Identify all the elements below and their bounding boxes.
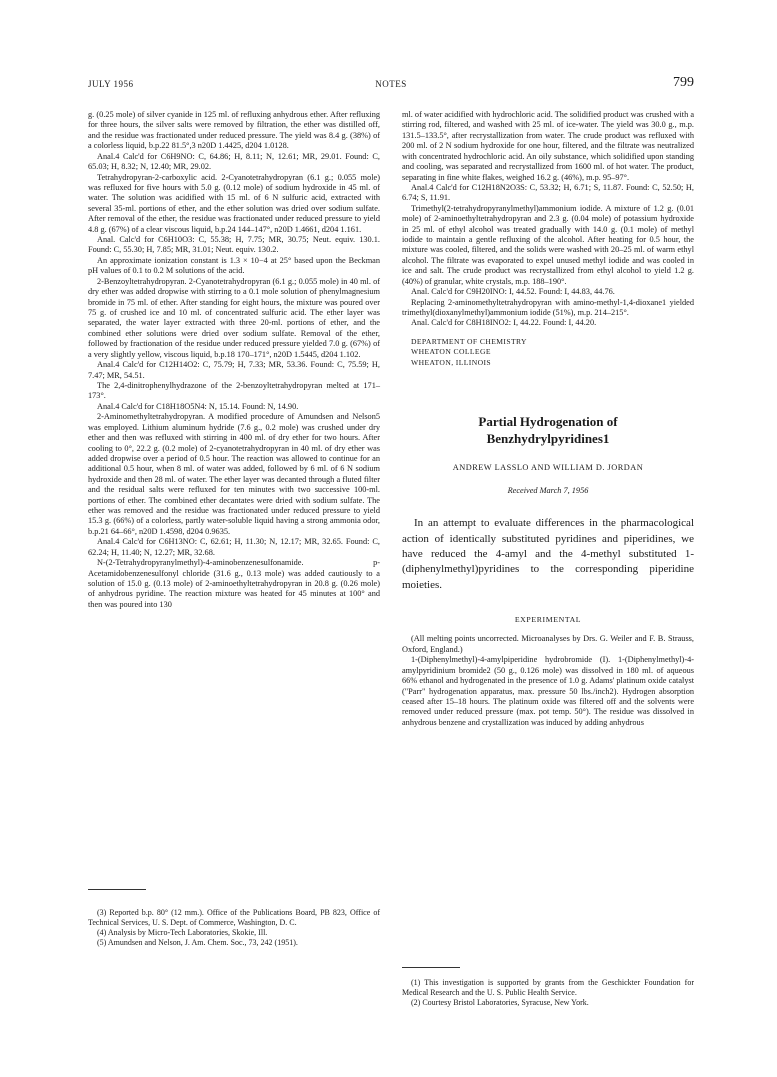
paragraph: g. (0.25 mole) of silver cyanide in 125 ml. of refluxing anhydrous ether. After refluxing for three hours, the silver salts were removed by filtration, the ether was distilled off, and the residue was fractionated under reduced pressure. The yield was 8.4 g. (38%) of a colorless liquid, b.p.22 81.5°,3 n20D 1.4425, d204 1.0128.: [88, 110, 380, 151]
page-number: 799: [673, 75, 694, 90]
paragraph: Anal.4 Calc'd for C12H18N2O3S: C, 53.32; H, 6.71; S, 11.87. Found: C, 52.50; H, 6.74; S, 11.91.: [402, 182, 694, 203]
paragraph: Anal.4 Calc'd for C12H14O2: C, 75.79; H, 7.33; MR, 53.36. Found: C, 75.59; H, 7.47; MR, 54.51.: [88, 360, 380, 380]
paragraph: Anal.4 Calc'd for C6H9NO: C, 64.86; H, 8.11; N, 12.61; MR, 29.01. Found: C, 65.03; H, 8.32; N, 12.40; MR, 29.02.: [88, 151, 380, 172]
page-header: [88, 75, 694, 94]
left-footnotes: [88, 908, 380, 948]
footnote: (5) Amundsen and Nelson, J. Am. Chem. Soc., 73, 242 (1951).: [97, 938, 298, 947]
paragraph: Tetrahydropyran-2-carboxylic acid. 2-Cyanotetrahydropyran (6.1 g.; 0.055 mole) was refluxed for five hours with 5.0 g. (0.12 mole) of sodium hydroxide in 45 ml. of water. The solution was acidified with 15 ml. of 6 N sulfuric acid, extracted with several 35-ml. portions of ether, and the ether solution was dried over sodium sulfate. After removal of the ether, the residue was fractionated under reduced pressure to yield 4.8 g. (67%) of a clear viscous liquid, b.p.24 144–147°, n20D 1.4661, d204 1.161.: [88, 172, 380, 234]
left-column: [88, 110, 380, 610]
right-column: [402, 110, 694, 728]
paragraph: Anal.4 Calc'd for C18H18O5N4: N, 15.14. Found: N, 14.90.: [97, 401, 299, 411]
paragraph: N-(2-Tetrahydropyranylmethyl)-4-aminobenzenesulfonamide. p-Acetamidobenzenesulfonyl chloride (31.6 g., 0.13 mole) was added cautiously to a solution of 15.0 g. (0.13 mole) of 2-aminoethyltetrahydropyran in 20.8 g. (0.26 mole) of anhydrous pyridine. The reaction mixture was heated for 45 minutes at 100° and then was poured into 130: [88, 558, 380, 609]
paragraph: Anal. Calc'd for C8H18INO2: I, 44.22. Found: I, 44.20.: [411, 318, 597, 328]
paragraph: Replacing 2-aminomethyltetrahydropyran with amino-methyl-1,4-dioxane1 yielded trimethyl(dioxanylmethyl)ammonium iodide (51%), m.p. 214–215°.: [402, 297, 694, 318]
title-line: Partial Hydrogenation of: [478, 413, 618, 429]
paragraph: 2-Aminomethyltetrahydropyran. A modified procedure of Amundsen and Nelson5 was employed. Lithium aluminum hydride (7.6 g., 0.2 mole) was crushed under dry ether and then was refluxed with stirring in 400 ml. of dry ether for two hours. After cooling to 0°, 22.2 g. (0.2 mole) of 2-cyanotetrahydropyran in 40 ml. of dry ether was added dropwise over a period of 0.5 hour. The reaction was allowed to continue for an additional 0.5 hour, when 8 ml. of water was added, followed by 6 ml. of 6 N sodium hydroxide and then 28 ml. of water. The ether layer was decanted through a fluted filter and the residual salts were refluxed for ten minutes with two successive 100-ml. portions of ether. The combined ether decantates were dried with sodium sulfate. The ether was removed and the residue was fractionated under reduced pressure to yield 15.3 g. (66%) of a colorless, partly water-soluble liquid having a strong ammonia odor, b.p.21 64–66°, n20D 1.4598, d204 0.9635.: [88, 412, 380, 536]
paragraph: In an attempt to evaluate differences in the pharmacological action of identically substituted pyridines and piperidines, we have reduced the 4-amyl and the 4-methyl substituted 1-(diphenylmethyl)pyridines to the corresponding piperidine moieties.: [402, 517, 694, 591]
article-title: [402, 413, 694, 447]
address-line: WHEATON COLLEGE: [411, 347, 491, 357]
paragraph: 2-Benzoyltetrahydropyran. 2-Cyanotetrahydropyran (6.1 g.; 0.055 mole) in 40 ml. of dry ether was added dropwise with stirring to a 0.1 mole solution of phenylmagnesium bromide in 75 ml. of ether. After standing for eight hours, the mixture was poured over 75 g. of crushed ice and 10 ml. of concentrated sulfuric acid. The ether layer was separated, the water layer extracted with three 20-ml. portions of ether, and the combined ether solutions were dried over sodium sulfate. Removal of the ether, followed by fractionation of the residue under reduced pressure yielded 7.0 g. (67%) of a very slightly yellow, viscous liquid, b.p.18 170–171°, n20D 1.5445, d204 1.102.: [88, 276, 380, 359]
footnote-rule-left: [88, 889, 146, 890]
footnote-rule-right: [402, 967, 460, 968]
address-line: DEPARTMENT OF CHEMISTRY: [411, 336, 527, 346]
section-name: NOTES: [375, 79, 407, 89]
footnote: (2) Courtesy Bristol Laboratories, Syracuse, New York.: [411, 998, 589, 1007]
article-authors: ANDREW LASSLO AND WILLIAM D. JORDAN: [452, 462, 644, 472]
paragraph: Trimethyl(2-tetrahydropyranylmethyl)ammonium iodide. A mixture of 1.2 g. (0.01 mole) of 2-aminoethyltetrahydropyran and 2.3 g. (0.04 mole) of potassium hydroxide in 25 ml. of ethyl alcohol was treated gradually with 14.0 g. (0.1 mole) of methyl iodide to maintain a gentle refluxing of the alcohol. After heating for 0.5 hour, the mixture was cooled, filtered, and the solids were washed with 20–25 ml. of warm ethyl alcohol. The filtrate was evaporated to expel unused methyl iodide and was cooled in ice and salt. The crude product was recrystallized from ethyl alcohol to yield 1.2 g. (40%) of granular, white crystals, m.p. 188–190°.: [402, 203, 694, 286]
paragraph: Anal.4 Calc'd for C6H13NO: C, 62.61; H, 11.30; N, 12.17; MR, 32.65. Found: C, 62.24; H, 11.40; N, 12.27; MR, 32.68.: [88, 537, 380, 557]
paragraph: Anal. Calc'd for C6H10O3: C, 55.38; H, 7.75; MR, 30.75; Neut. equiv. 130.1. Found: C, 55.30; H, 7.85; MR, 31.01; Neut. equiv. 130.2.: [88, 235, 380, 255]
footnote: (1) This investigation is supported by grants from the Geschickter Foundation for Medical Research and the U. S. Public Health Service.: [402, 978, 694, 997]
footnote: (4) Analysis by Micro-Tech Laboratories, Skokie, Ill.: [97, 928, 268, 937]
paragraph: 1-(Diphenylmethyl)-4-amylpiperidine hydrobromide (I). 1-(Diphenylmethyl)-4-amylpyridinium bromide2 (50 g., 0.126 mole) was dissolved in 180 ml. of aqueous 66% ethanol and hydrogenated in the presence of 1.0 g. Adams' platinum oxide catalyst ("Parr" hydrogenation apparatus, max. pressure 50 lbs./inch2). Hydrogen absorption ceased after 15–18 hours. The platinum oxide was filtered off and the solvents were removed under reduced pressure (max. pot temp. 50°). The residue was dissolved in anhydrous benzene and crystallization was induced by adding anhydrous: [402, 655, 694, 727]
paragraph: An approximate ionization constant is 1.3 × 10−4 at 25° based upon the Beckman pH values of 0.1 to 0.2 M solutions of the acid.: [88, 255, 380, 276]
address-line: WHEATON, ILLINOIS: [411, 358, 492, 368]
right-footnotes: [402, 978, 694, 1008]
journal-date: JULY 1956: [88, 79, 134, 89]
paragraph: Anal. Calc'd for C9H20INO: I, 44.52. Found: I, 44.83, 44.76.: [411, 287, 615, 297]
title-line: Benzhydrylpyridines1: [486, 430, 610, 446]
section-heading: EXPERIMENTAL: [514, 614, 582, 624]
paragraph: ml. of water acidified with hydrochloric acid. The solidified product was crushed with a stirring rod, filtered, and washed with 25 ml. of ice-water. The yield was 30.0 g., m.p. 131.5–133.5°, after recrystallization from water. The crude product was refluxed with 200 ml. of 2 N sodium hydroxide for one hour, filtered, and the filtrate was neutralized with concentrated hydrochloric acid. An oily substance, which solidified upon standing and cooling, was separated and recrystallized from 1600 ml. of hot water. The product, separating in fine white flakes, weighed 16.2 g. (46%), m.p. 95–97°.: [402, 110, 694, 182]
institution-address: [411, 337, 694, 369]
paragraph: The 2,4-dinitrophenylhydrazone of the 2-benzoyltetrahydropyran melted at 171–173°.: [88, 380, 380, 401]
received-date: Received March 7, 1956: [507, 486, 589, 496]
paragraph: (All melting points uncorrected. Microanalyses by Drs. G. Weiler and F. B. Strauss, Oxford, England.): [402, 634, 694, 654]
article-introduction: [402, 516, 694, 592]
footnote: (3) Reported b.p. 80° (12 mm.). Office of the Publications Board, PB 823, Office of Technical Services, U. S. Dept. of Commerce, Washington, D. C.: [88, 908, 380, 927]
